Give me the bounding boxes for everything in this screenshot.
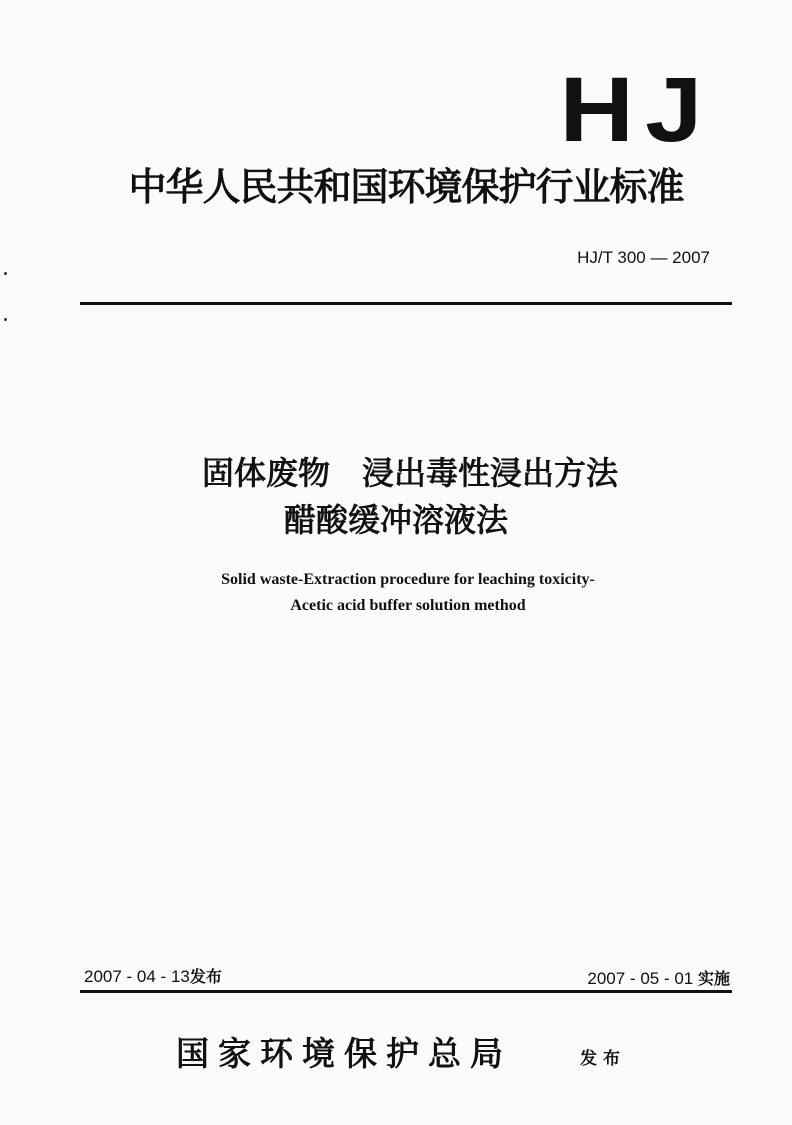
publish-label: 发布 <box>580 1049 626 1069</box>
implemented-date-value: 2007 - 05 - 01 <box>587 969 694 988</box>
issued-date-value: 2007 - 04 - 13 <box>84 967 190 986</box>
standard-number: HJ/T 300 — 2007 <box>577 248 710 267</box>
chinese-title-line-2: 醋酸缓冲溶液法 <box>283 501 508 539</box>
standard-category-title: 中华人民共和国环境保护行业标准 <box>128 164 684 209</box>
issued-label: 发布 <box>189 967 222 986</box>
english-title-line-2: Acetic acid buffer solution method <box>290 597 526 614</box>
publisher-name: 国家环境保护总局 <box>176 1034 512 1073</box>
scan-mark <box>4 272 7 275</box>
implemented-label: 实施 <box>697 969 730 988</box>
issued-date <box>84 964 222 987</box>
scan-mark <box>4 318 7 321</box>
top-divider <box>80 302 732 305</box>
bottom-divider <box>80 990 732 993</box>
implemented-date <box>587 966 730 989</box>
english-title-line-1: Solid waste-Extraction procedure for leaching toxicity- <box>221 571 595 588</box>
hj-logo: HJ <box>559 59 714 161</box>
chinese-title-line-1: 固体废物 浸出毒性浸出方法 <box>201 454 618 492</box>
